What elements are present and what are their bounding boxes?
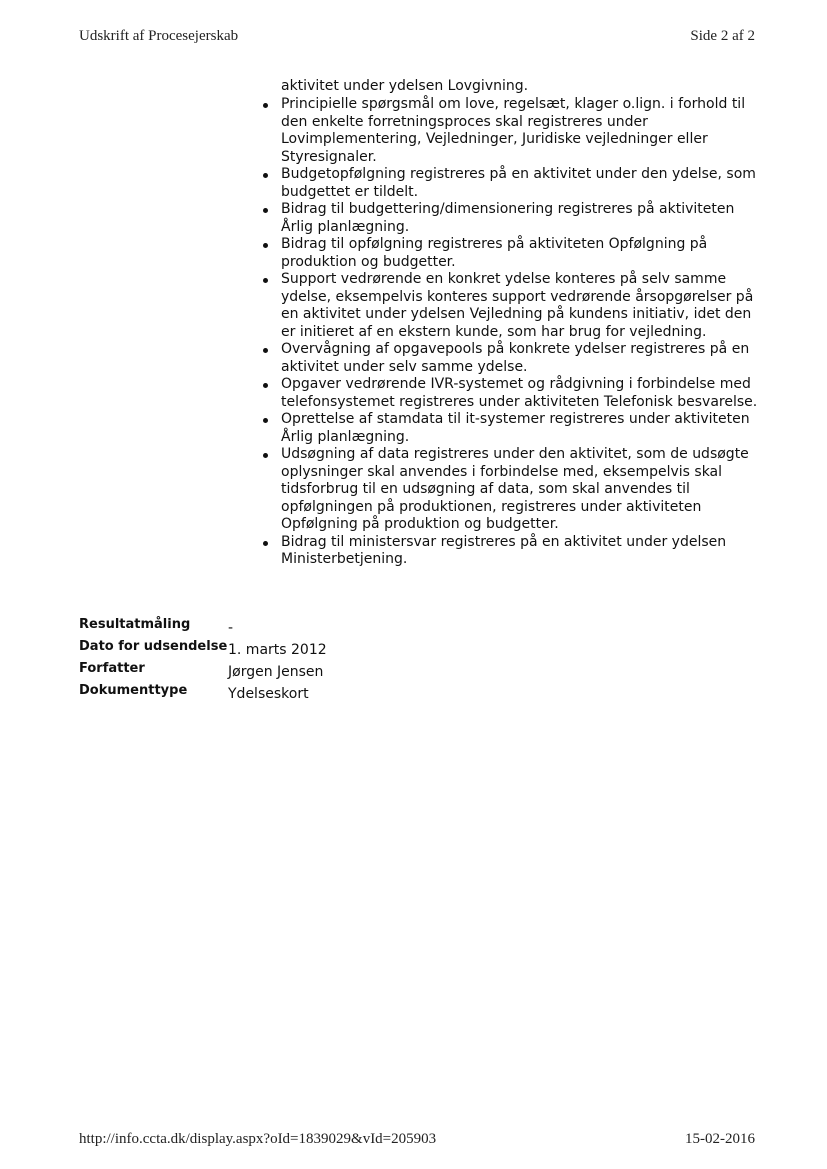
bullet-icon (263, 383, 268, 388)
list-item (281, 446, 759, 534)
list-item-text: Udsøgning af data registreres under den aktivitet, som de udsøgte oplysninger skal anvendes i forbindelse med, eksempelvis skal tidsforbrug til en udsøgning af data, som skal anvendes til opfølgningen på produktionen, registreres under aktiviteten Opfølgning på produktion og budgetter. (281, 446, 749, 532)
metadata-row-dokumenttype (79, 683, 499, 705)
metadata-value: - (228, 620, 234, 636)
list-item-text: Support vedrørende en konkret ydelse konteres på selv samme ydelse, eksempelvis konteres support vedrørende årsopgørelser på en aktivitet under ydelsen Vejledning på kundens initiativ, idet den er initieret af en ekstern kunde, som har brug for vejledning. (281, 271, 754, 340)
bullet-icon (263, 541, 268, 546)
print-footer-date: 15-02-2016 (685, 1131, 755, 1147)
bullet-icon (263, 173, 268, 178)
continuation-text: aktivitet under ydelsen Lovgivning. (281, 78, 529, 94)
print-footer-url: http://info.ccta.dk/display.aspx?oId=1839029&vId=205903 (79, 1131, 437, 1147)
metadata-label: Forfatter (79, 661, 145, 676)
list-item (281, 271, 759, 341)
metadata-row-dato-for-udsendelse (79, 639, 499, 661)
list-item (281, 236, 759, 271)
list-item (281, 341, 759, 376)
bullet-icon (263, 418, 268, 423)
list-item-text: Overvågning af opgavepools på konkrete ydelser registreres på en aktivitet under selv samme ydelse. (281, 341, 750, 375)
print-header-title: Udskrift af Procesejerskab (79, 28, 239, 44)
bullet-icon (263, 278, 268, 283)
bullet-icon (263, 348, 268, 353)
list-item-text: Principielle spørgsmål om love, regelsæt, klager o.lign. i forhold til den enkelte forretningsproces skal registreres under Lovimplementering, Vejledninger, Juridiske vejledninger eller Styresignaler. (281, 96, 746, 165)
bullet-icon (263, 103, 268, 108)
metadata-row-forfatter (79, 661, 499, 683)
list-item-text: Bidrag til opfølgning registreres på aktiviteten Opfølgning på produktion og budgetter. (281, 236, 708, 270)
list-item (281, 166, 759, 201)
metadata-label: Dato for udsendelse (79, 639, 228, 654)
list-item-text: Budgetopfølgning registreres på en aktivitet under den ydelse, som budgettet er tildelt. (281, 166, 756, 200)
metadata-label: Resultatmåling (79, 617, 191, 632)
print-header-page-number: Side 2 af 2 (690, 28, 755, 44)
list-item (281, 376, 759, 411)
metadata-label: Dokumenttype (79, 683, 188, 698)
bullet-icon (263, 453, 268, 458)
list-item-text: Bidrag til budgettering/dimensionering registreres på aktiviteten Årlig planlægning. (281, 201, 735, 235)
metadata-value: Jørgen Jensen (228, 664, 324, 680)
metadata-value: Ydelseskort (228, 686, 309, 702)
metadata-table (79, 617, 499, 705)
rules-bullet-list (281, 96, 759, 569)
bullet-icon (263, 243, 268, 248)
list-item-text: Opgaver vedrørende IVR-systemet og rådgivning i forbindelse med telefonsystemet registreres under aktiviteten Telefonisk besvarelse. (281, 376, 758, 410)
list-item-text: Bidrag til ministersvar registreres på en aktivitet under ydelsen Ministerbetjening. (281, 533, 727, 567)
metadata-row-resultatmaaling (79, 617, 499, 639)
list-item (281, 534, 759, 569)
list-item (281, 96, 759, 166)
list-item (281, 411, 759, 446)
list-item (281, 201, 759, 236)
metadata-value: 1. marts 2012 (228, 642, 327, 658)
list-item-text: Oprettelse af stamdata til it-systemer registreres under aktiviteten Årlig planlægning. (281, 411, 750, 445)
bullet-icon (263, 208, 268, 213)
